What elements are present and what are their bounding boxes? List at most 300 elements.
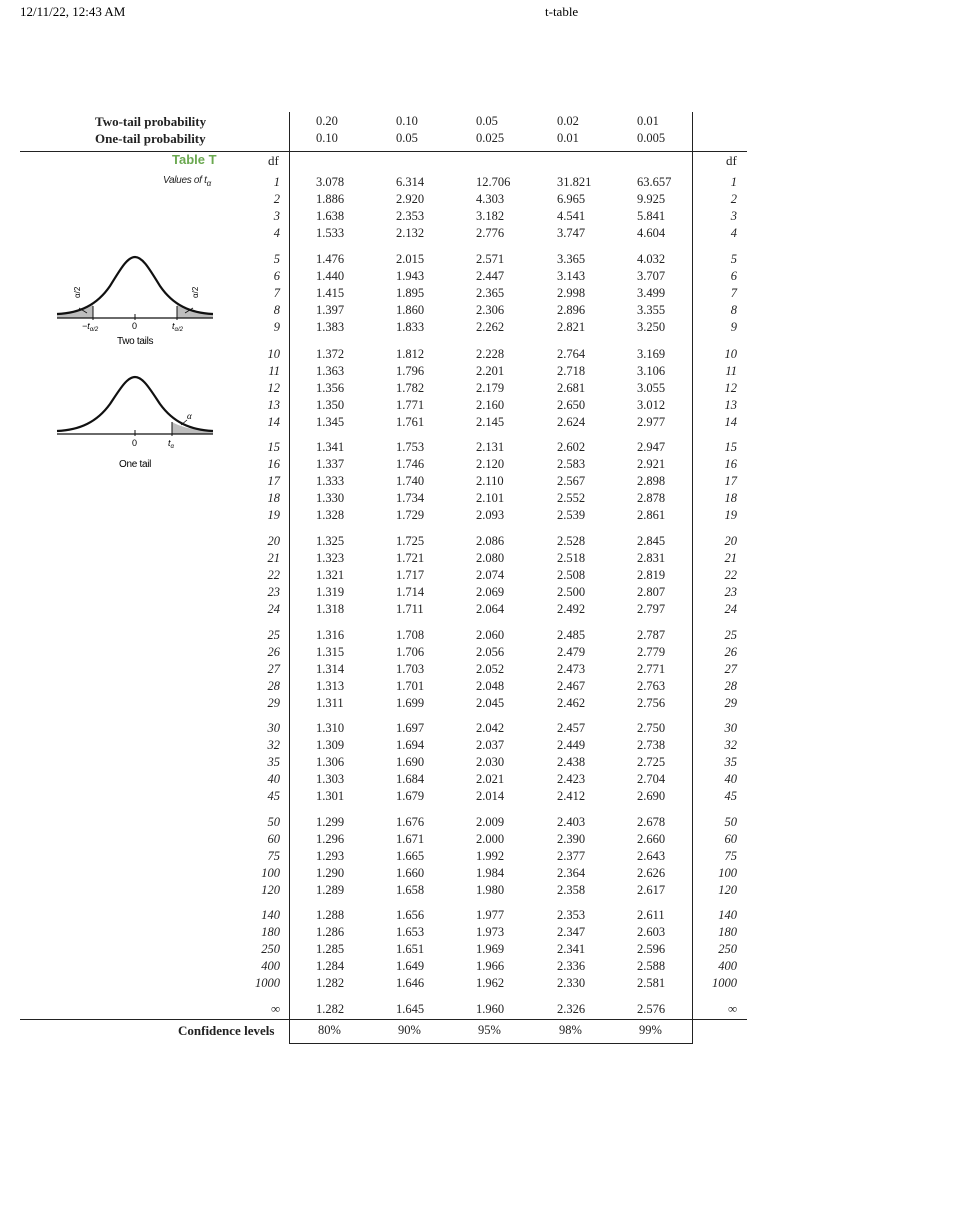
df-value-right: 26 xyxy=(724,644,737,659)
df-value: 21 xyxy=(267,550,280,565)
t-value-cell: 1.318 xyxy=(316,601,345,616)
t-value-cell: 2.878 xyxy=(637,490,666,505)
t-value-cell: 1.321 xyxy=(316,567,345,582)
t-value-cell: 2.678 xyxy=(637,815,666,829)
t-value-cell: 2.787 xyxy=(637,628,666,642)
t-value-cell: 2.093 xyxy=(476,507,505,522)
t-value-cell: 3.355 xyxy=(637,302,666,317)
right-tick-t: t xyxy=(172,321,175,331)
t-value-cell: 1.476 xyxy=(316,252,345,266)
t-value-cell: 2.179 xyxy=(476,380,505,395)
t-value-cell: 2.831 xyxy=(637,550,666,565)
t-value-cell: 3.012 xyxy=(637,397,666,412)
df-value-right: ∞ xyxy=(728,1002,737,1016)
df-value-right: 25 xyxy=(724,628,737,642)
t-value-cell: 2.492 xyxy=(557,601,586,616)
df-value: 400 xyxy=(261,958,280,973)
t-value-cell: 1.734 xyxy=(396,490,425,505)
t-value-cell: 2.861 xyxy=(637,507,666,522)
t-value-cell: 63.657 xyxy=(637,175,672,189)
left-tick-sub: α/2 xyxy=(89,327,99,333)
df-value: 1000 xyxy=(255,975,280,990)
t-value-cell: 1.303 xyxy=(316,771,345,786)
df-value-right: 2 xyxy=(730,191,737,206)
df-value-right: 11 xyxy=(725,363,737,378)
df-value-right: 29 xyxy=(724,695,737,710)
df-value-right: 10 xyxy=(724,347,737,361)
t-value-cell: 1.282 xyxy=(316,975,345,990)
t-value-cell: 1.725 xyxy=(396,534,425,548)
t-value-cell: 2.756 xyxy=(637,695,666,710)
t-value-cell: 2.056 xyxy=(476,644,505,659)
left-tick-t: −t xyxy=(82,321,90,331)
table-bottom-border xyxy=(289,1043,693,1044)
t-value-cell: 2.681 xyxy=(557,380,586,395)
df-value: 24 xyxy=(267,601,280,616)
t-value-cell: 2.643 xyxy=(637,848,666,863)
df-value-right: 28 xyxy=(724,678,737,693)
df-value: 15 xyxy=(267,440,280,454)
t-value-cell: 2.819 xyxy=(637,567,666,582)
df-value: 7 xyxy=(273,285,280,300)
df-value-right: 1000 xyxy=(712,975,737,990)
t-value-cell: 2.611 xyxy=(637,908,665,922)
t-value-cell: 2.364 xyxy=(557,865,586,880)
t-value-cell: 1.293 xyxy=(316,848,345,863)
t-value-cell: 3.182 xyxy=(476,208,505,223)
t-value-cell: 1.306 xyxy=(316,754,345,769)
confidence-level-4: 99% xyxy=(639,1023,662,1037)
t-value-cell: 1.301 xyxy=(316,788,345,803)
two-tail-prob-0: 0.20 xyxy=(316,114,338,128)
two-tail-prob-4: 0.01 xyxy=(637,114,659,128)
df-value: 28 xyxy=(267,678,280,693)
normal-curve xyxy=(57,377,213,431)
t-value-cell: 1.977 xyxy=(476,908,505,922)
df-value: 20 xyxy=(267,534,280,548)
df-value: 14 xyxy=(267,414,280,429)
t-value-cell: 1.966 xyxy=(476,958,505,973)
print-page-title: t-table xyxy=(545,4,579,19)
t-value-cell: 2.947 xyxy=(637,440,666,454)
t-value-cell: 1.372 xyxy=(316,347,345,361)
t-value-cell: 2.030 xyxy=(476,754,505,769)
t-value-cell: 1.356 xyxy=(316,380,345,395)
print-timestamp: 12/11/22, 12:43 AM xyxy=(20,4,126,19)
df-value-right: 35 xyxy=(724,754,737,769)
df-value: 40 xyxy=(267,771,280,786)
t-value-cell: 2.845 xyxy=(637,534,666,548)
t-value-cell: 1.782 xyxy=(396,380,425,395)
df-value: 100 xyxy=(261,865,280,880)
two-tail-prob-1: 0.10 xyxy=(396,114,418,128)
t-value-cell: 1.660 xyxy=(396,865,425,880)
df-value: 19 xyxy=(267,507,280,522)
t-value-cell: 1.296 xyxy=(316,831,345,846)
right-tick-label xyxy=(172,321,184,333)
t-value-cell: 3.250 xyxy=(637,319,666,334)
t-value-cell: 1.638 xyxy=(316,208,345,223)
df-value-right: 400 xyxy=(718,958,737,973)
df-value-right: 60 xyxy=(724,831,737,846)
values-of-t-text: Values of t xyxy=(163,175,207,186)
t-value-cell: 3.078 xyxy=(316,175,345,189)
t-value-cell: 2.390 xyxy=(557,831,586,846)
df-value: 27 xyxy=(267,661,280,676)
t-value-cell: 1.345 xyxy=(316,414,345,429)
df-value-right: 140 xyxy=(718,908,737,922)
df-value: 11 xyxy=(268,363,280,378)
df-header-left: df xyxy=(268,153,279,168)
t-value-cell: 1.341 xyxy=(316,440,345,454)
df-value-right: 22 xyxy=(724,567,737,582)
t-value-cell: 2.518 xyxy=(557,550,586,565)
t-value-cell: 1.316 xyxy=(316,628,345,642)
two-tail-probability-label: Two-tail probability xyxy=(95,114,207,129)
t-value-cell: 2.977 xyxy=(637,414,666,429)
df-value-right: 4 xyxy=(730,225,737,240)
left-tail-label: α/2 xyxy=(73,286,82,298)
values-of-t-label xyxy=(163,175,211,188)
df-value: 2 xyxy=(273,191,280,206)
t-value-cell: 12.706 xyxy=(476,175,511,189)
t-value-cell: 6.314 xyxy=(396,175,425,189)
t-value-cell: 2.052 xyxy=(476,661,505,676)
t-value-cell: 2.131 xyxy=(476,440,505,454)
t-value-cell: 1.860 xyxy=(396,302,425,317)
t-value-cell: 2.403 xyxy=(557,815,586,829)
t-value-cell: 1.284 xyxy=(316,958,345,973)
df-value-right: 12 xyxy=(724,380,737,395)
t-value-cell: 1.649 xyxy=(396,958,425,973)
t-value-cell: 2.037 xyxy=(476,737,505,752)
t-value-cell: 2.262 xyxy=(476,319,505,334)
t-value-cell: 2.779 xyxy=(637,644,666,659)
t-value-cell: 2.145 xyxy=(476,414,505,429)
t-value-cell: 2.201 xyxy=(476,363,505,378)
t-value-cell: 2.583 xyxy=(557,456,586,471)
t-value-cell: 6.965 xyxy=(557,191,586,206)
t-value-cell: 2.588 xyxy=(637,958,666,973)
df-value: 120 xyxy=(261,882,280,897)
t-value-cell: 1.311 xyxy=(316,695,344,710)
t-value-cell: 1.328 xyxy=(316,507,345,522)
t-value-cell: 9.925 xyxy=(637,191,666,206)
t-value-cell: 2.920 xyxy=(396,191,425,206)
header-separator xyxy=(20,151,747,152)
df-value: 10 xyxy=(267,347,280,361)
t-value-cell: 1.690 xyxy=(396,754,425,769)
t-value-cell: 31.821 xyxy=(557,175,592,189)
t-value-cell: 2.552 xyxy=(557,490,586,505)
df-value: 5 xyxy=(273,252,280,266)
t-value-cell: 3.169 xyxy=(637,347,666,361)
one-tail-prob-4: 0.005 xyxy=(637,131,666,145)
t-value-cell: 1.440 xyxy=(316,268,345,283)
df-value-right: 13 xyxy=(724,397,737,412)
df-value: 25 xyxy=(267,628,280,642)
one-tail-figure xyxy=(55,372,215,472)
t-value-cell: 1.658 xyxy=(396,882,425,897)
t-value-cell: 1.740 xyxy=(396,473,425,488)
one-tail-prob-3: 0.01 xyxy=(557,131,579,145)
t-value-cell: 2.998 xyxy=(557,285,586,300)
t-value-cell: 2.132 xyxy=(396,225,425,240)
df-value: 22 xyxy=(267,567,280,582)
t-value-cell: 1.309 xyxy=(316,737,345,752)
right-tick-sub: α/2 xyxy=(174,327,183,333)
t-value-cell: 1.665 xyxy=(396,848,425,863)
df-value: ∞ xyxy=(271,1002,280,1016)
df-value-right: 5 xyxy=(730,252,737,266)
t-value-cell: 1.960 xyxy=(476,1002,505,1016)
t-value-cell: 2.750 xyxy=(637,721,666,735)
df-value: 26 xyxy=(267,644,280,659)
t-value-cell: 1.319 xyxy=(316,584,345,599)
t-value-cell: 1.796 xyxy=(396,363,425,378)
confidence-levels-label: Confidence levels xyxy=(178,1023,275,1038)
t-value-cell: 2.449 xyxy=(557,737,586,752)
df-value-right: 32 xyxy=(724,737,737,752)
t-value-cell: 2.617 xyxy=(637,882,666,897)
t-value-cell: 2.567 xyxy=(557,473,586,488)
df-value-right: 40 xyxy=(724,771,737,786)
t-value-cell: 2.365 xyxy=(476,285,505,300)
t-value-cell: 2.500 xyxy=(557,584,586,599)
t-value-cell: 1.323 xyxy=(316,550,345,565)
t-value-cell: 2.080 xyxy=(476,550,505,565)
df-value: 8 xyxy=(273,302,280,317)
t-value-cell: 2.660 xyxy=(637,831,666,846)
df-value: 23 xyxy=(267,584,280,599)
df-value-right: 21 xyxy=(724,550,737,565)
df-value: 60 xyxy=(267,831,280,846)
df-value-right: 27 xyxy=(724,661,737,676)
t-value-cell: 2.704 xyxy=(637,771,666,786)
t-value-cell: 2.120 xyxy=(476,456,505,471)
t-value-cell: 2.725 xyxy=(637,754,666,769)
two-tails-caption: Two tails xyxy=(117,336,154,347)
one-tail-prob-1: 0.05 xyxy=(396,131,418,145)
t-value-cell: 1.771 xyxy=(396,397,425,412)
t-value-cell: 2.771 xyxy=(637,661,666,676)
two-tails-figure xyxy=(55,250,215,350)
right-tick-sub: α xyxy=(170,444,174,450)
two-tail-prob-2: 0.05 xyxy=(476,114,498,128)
t-value-cell: 4.032 xyxy=(637,252,666,266)
t-value-cell: 2.423 xyxy=(557,771,586,786)
t-value-cell: 2.014 xyxy=(476,788,505,803)
df-value: 29 xyxy=(267,695,280,710)
t-value-cell: 2.473 xyxy=(557,661,586,676)
df-value-right: 9 xyxy=(730,319,737,334)
t-value-cell: 2.539 xyxy=(557,507,586,522)
t-value-cell: 2.807 xyxy=(637,584,666,599)
t-value-cell: 2.821 xyxy=(557,319,586,334)
df-value-right: 1 xyxy=(730,175,737,189)
t-value-cell: 1.746 xyxy=(396,456,425,471)
t-value-cell: 1.299 xyxy=(316,815,345,829)
confidence-level-3: 98% xyxy=(559,1023,582,1037)
t-value-cell: 2.650 xyxy=(557,397,586,412)
center-tick-label: 0 xyxy=(132,321,138,331)
t-value-cell: 1.699 xyxy=(396,695,425,710)
df-value-right: 75 xyxy=(724,848,737,863)
df-value: 140 xyxy=(261,908,280,922)
t-value-cell: 5.841 xyxy=(637,208,666,223)
df-value: 16 xyxy=(267,456,280,471)
t-value-cell: 2.353 xyxy=(557,908,586,922)
t-value-cell: 1.337 xyxy=(316,456,345,471)
t-value-cell: 2.412 xyxy=(557,788,586,803)
t-value-cell: 2.048 xyxy=(476,678,505,693)
tail-alpha-label: α xyxy=(187,411,192,421)
table-title: Table T xyxy=(172,152,217,167)
t-value-cell: 1.290 xyxy=(316,865,345,880)
t-value-cell: 2.581 xyxy=(637,975,666,990)
two-tail-prob-3: 0.02 xyxy=(557,114,579,128)
t-value-cell: 2.457 xyxy=(557,721,586,735)
t-value-cell: 2.898 xyxy=(637,473,666,488)
df-value-right: 16 xyxy=(724,456,737,471)
t-value-cell: 2.479 xyxy=(557,644,586,659)
t-value-cell: 2.330 xyxy=(557,975,586,990)
t-value-cell: 2.045 xyxy=(476,695,505,710)
df-value: 75 xyxy=(267,848,280,863)
t-value-cell: 1.711 xyxy=(396,601,424,616)
t-value-cell: 2.060 xyxy=(476,628,505,642)
t-value-cell: 1.645 xyxy=(396,1002,425,1016)
t-value-cell: 1.289 xyxy=(316,882,345,897)
df-value-right: 250 xyxy=(718,941,737,956)
df-value: 3 xyxy=(273,208,280,223)
df-value: 180 xyxy=(261,924,280,939)
t-value-cell: 2.377 xyxy=(557,848,586,863)
t-value-cell: 2.624 xyxy=(557,414,586,429)
t-value-cell: 1.282 xyxy=(316,1002,345,1016)
t-value-cell: 1.833 xyxy=(396,319,425,334)
t-value-cell: 3.143 xyxy=(557,268,586,283)
t-value-cell: 2.447 xyxy=(476,268,505,283)
t-value-cell: 1.671 xyxy=(396,831,425,846)
t-value-cell: 2.160 xyxy=(476,397,505,412)
normal-curve xyxy=(57,257,213,314)
df-value: 9 xyxy=(273,319,280,334)
t-value-cell: 2.021 xyxy=(476,771,505,786)
t-value-cell: 1.721 xyxy=(396,550,425,565)
t-value-cell: 2.921 xyxy=(637,456,666,471)
df-value-right: 6 xyxy=(730,268,737,283)
df-value: 6 xyxy=(273,268,280,283)
t-value-cell: 1.288 xyxy=(316,908,345,922)
df-value: 18 xyxy=(267,490,280,505)
t-value-cell: 2.341 xyxy=(557,941,586,956)
t-value-cell: 1.286 xyxy=(316,924,345,939)
one-tail-prob-0: 0.10 xyxy=(316,131,338,145)
t-value-cell: 1.714 xyxy=(396,584,425,599)
t-value-cell: 2.738 xyxy=(637,737,666,752)
df-value-right: 7 xyxy=(730,285,737,300)
t-value-cell: 2.690 xyxy=(637,788,666,803)
df-value: 32 xyxy=(267,737,280,752)
t-value-cell: 1.333 xyxy=(316,473,345,488)
t-value-cell: 1.676 xyxy=(396,815,425,829)
t-value-cell: 3.365 xyxy=(557,252,586,266)
t-value-cell: 2.358 xyxy=(557,882,586,897)
df-value-right: 14 xyxy=(724,414,737,429)
df-value-right: 20 xyxy=(724,534,737,548)
df-value-right: 180 xyxy=(718,924,737,939)
df-value: 17 xyxy=(267,473,280,488)
t-value-cell: 1.708 xyxy=(396,628,425,642)
df-value-right: 17 xyxy=(724,473,737,488)
df-value: 4 xyxy=(273,225,280,240)
t-value-cell: 2.596 xyxy=(637,941,666,956)
confidence-level-1: 90% xyxy=(398,1023,421,1037)
t-value-cell: 1.415 xyxy=(316,285,345,300)
t-value-cell: 1.962 xyxy=(476,975,505,990)
t-value-cell: 2.508 xyxy=(557,567,586,582)
left-tick-label xyxy=(82,321,99,333)
t-value-cell: 1.980 xyxy=(476,882,505,897)
t-value-cell: 2.101 xyxy=(476,490,505,505)
df-value-right: 19 xyxy=(724,507,737,522)
right-tick-label xyxy=(168,438,175,450)
t-value-cell: 1.761 xyxy=(396,414,425,429)
t-value-cell: 2.603 xyxy=(637,924,666,939)
t-value-cell: 1.684 xyxy=(396,771,425,786)
confidence-separator xyxy=(20,1019,747,1020)
t-value-cell: 1.363 xyxy=(316,363,345,378)
t-value-cell: 2.462 xyxy=(557,695,586,710)
t-value-cell: 2.896 xyxy=(557,302,586,317)
t-value-cell: 1.330 xyxy=(316,490,345,505)
t-value-cell: 2.326 xyxy=(557,1002,586,1016)
t-value-cell: 1.753 xyxy=(396,440,425,454)
t-value-cell: 2.718 xyxy=(557,363,586,378)
t-value-cell: 1.697 xyxy=(396,721,425,735)
values-of-t-subscript: α xyxy=(206,179,211,188)
t-value-cell: 1.694 xyxy=(396,737,425,752)
t-value-cell: 1.969 xyxy=(476,941,505,956)
df-value-right: 24 xyxy=(724,601,737,616)
t-value-cell: 1.285 xyxy=(316,941,345,956)
t-value-cell: 1.315 xyxy=(316,644,345,659)
t-value-cell: 2.576 xyxy=(637,1002,666,1016)
t-value-cell: 2.074 xyxy=(476,567,505,582)
t-value-cell: 1.656 xyxy=(396,908,425,922)
table-right-border xyxy=(692,112,693,1044)
t-value-cell: 4.303 xyxy=(476,191,505,206)
t-value-cell: 2.353 xyxy=(396,208,425,223)
df-value-right: 30 xyxy=(724,721,737,735)
df-value-right: 15 xyxy=(724,440,737,454)
t-value-cell: 1.313 xyxy=(316,678,345,693)
t-value-cell: 2.763 xyxy=(637,678,666,693)
t-value-cell: 2.764 xyxy=(557,347,586,361)
t-value-cell: 2.467 xyxy=(557,678,586,693)
t-value-cell: 2.069 xyxy=(476,584,505,599)
confidence-level-0: 80% xyxy=(318,1023,341,1037)
t-value-cell: 2.485 xyxy=(557,628,586,642)
t-value-cell: 2.000 xyxy=(476,831,505,846)
t-value-cell: 1.895 xyxy=(396,285,425,300)
t-value-cell: 1.886 xyxy=(316,191,345,206)
t-value-cell: 3.106 xyxy=(637,363,666,378)
one-tail-caption: One tail xyxy=(119,459,152,470)
df-value: 1 xyxy=(273,175,280,189)
t-value-cell: 1.973 xyxy=(476,924,505,939)
